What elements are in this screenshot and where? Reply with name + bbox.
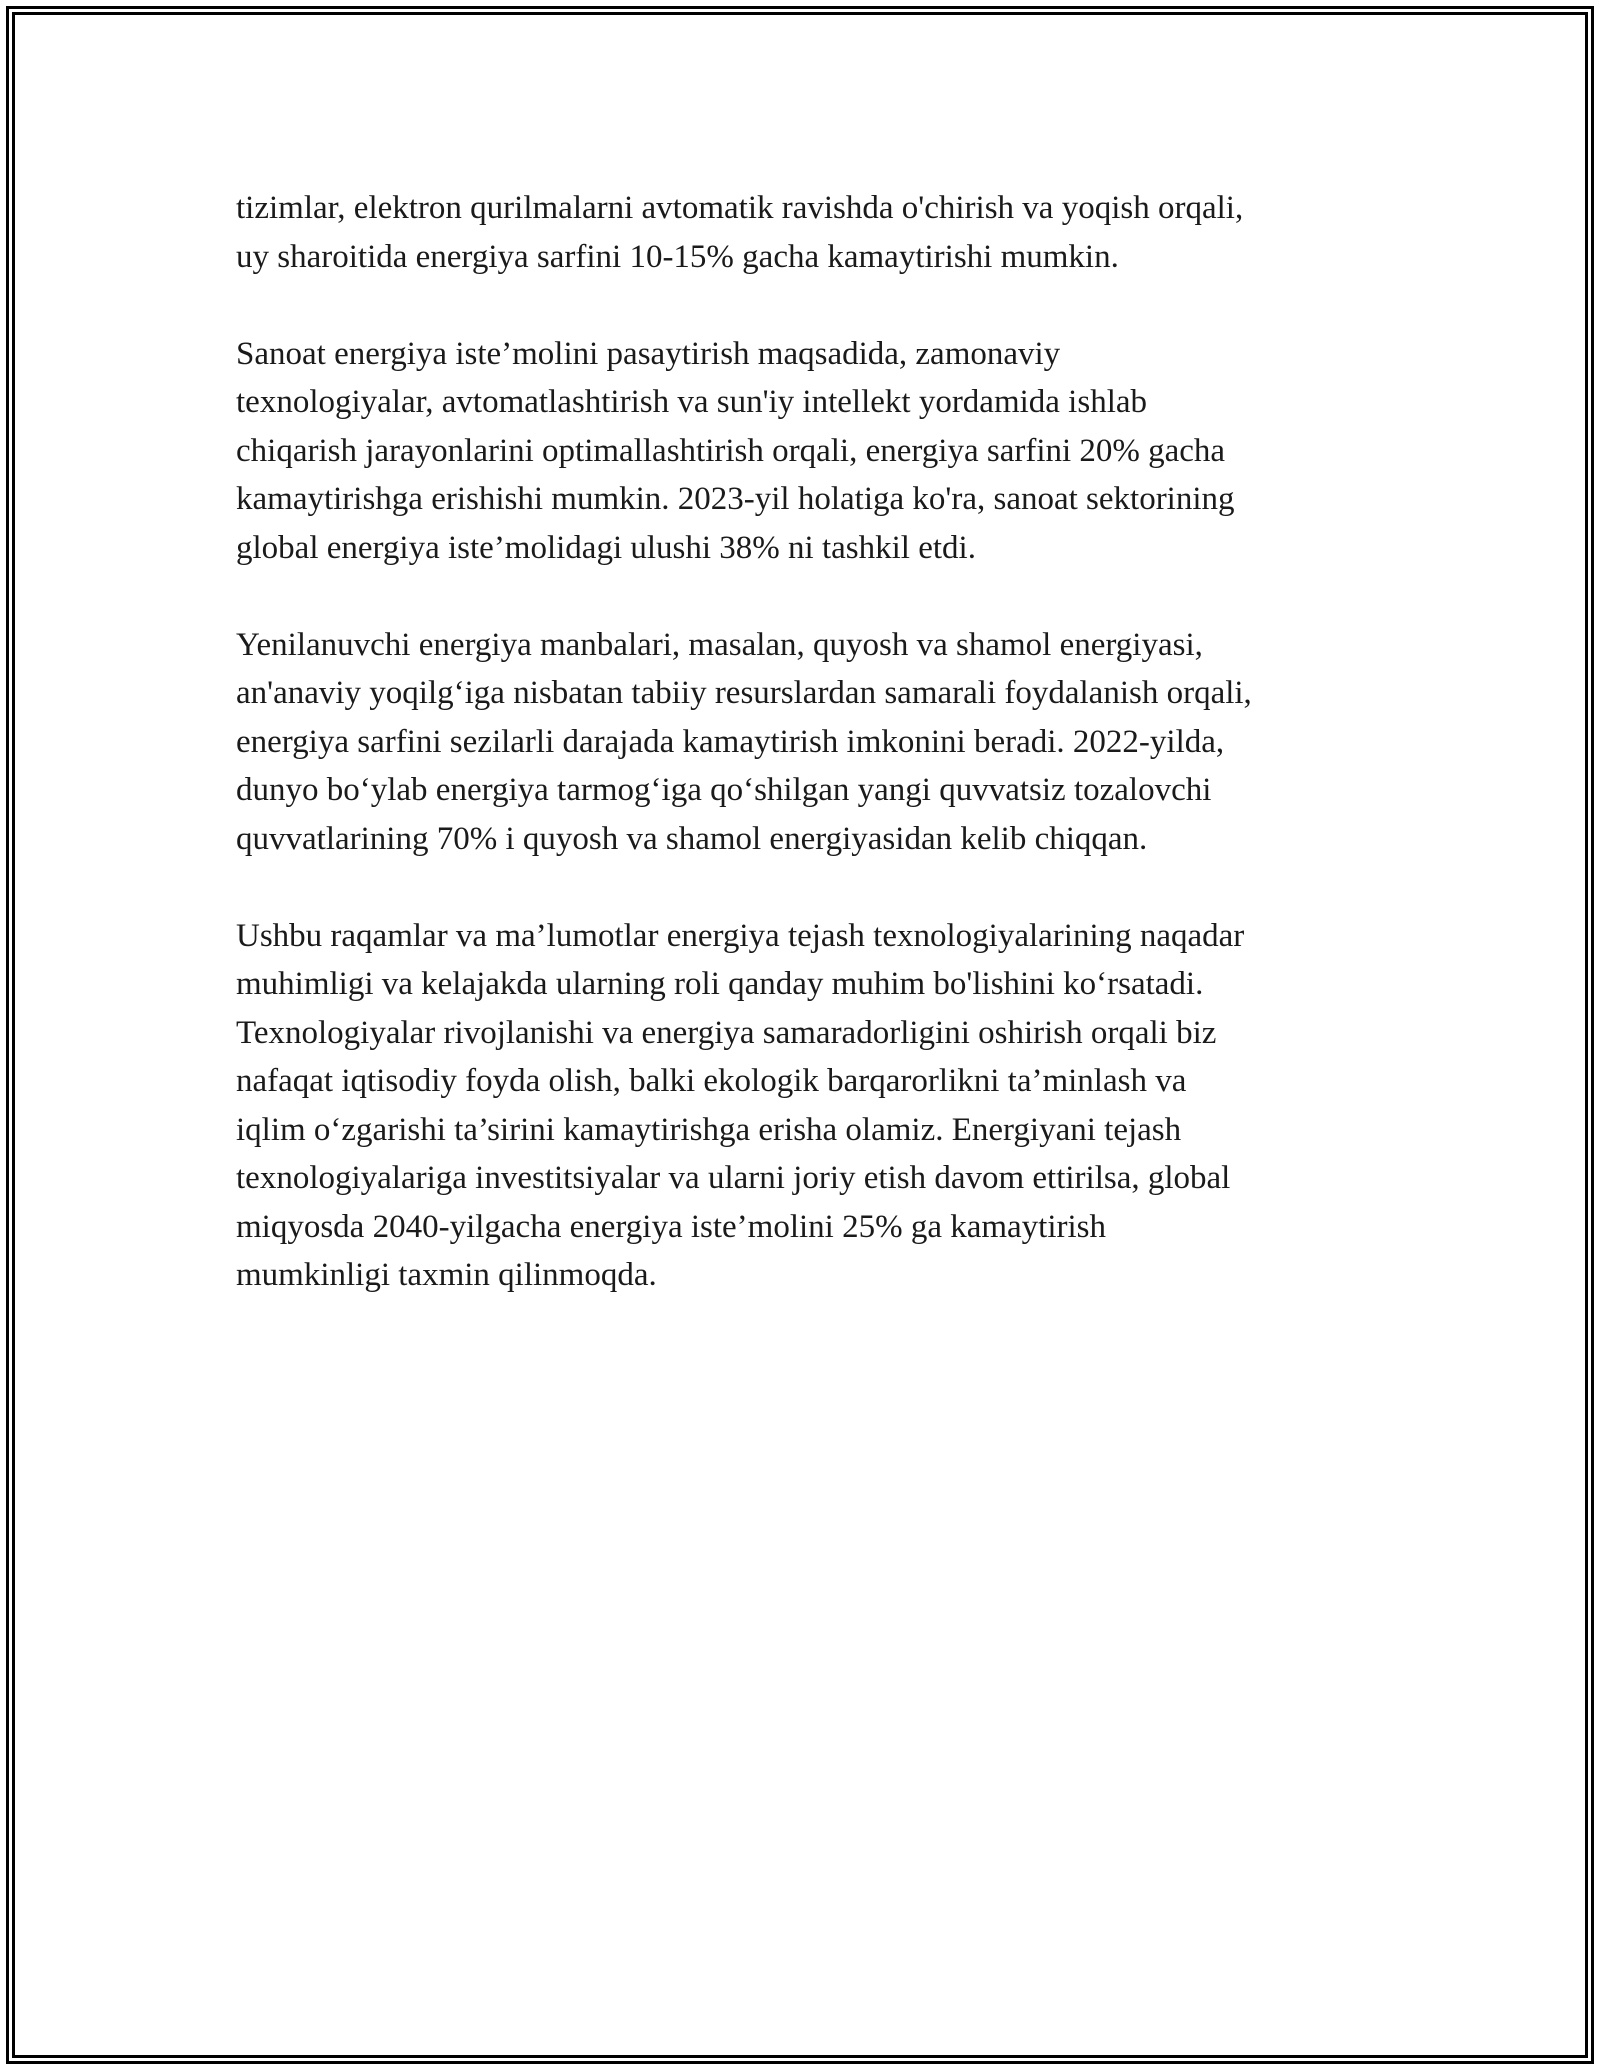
text-line: an'anaviy yoqilg‘iga nisbatan tabiiy resurslardan samarali foydalanish orqali,	[236, 675, 1252, 711]
text-line: chiqarish jarayonlarini optimallashtirish orqali, energiya sarfini 20% gacha	[236, 432, 1226, 469]
text-line: energiya sarfini sezilarli darajada kamaytirish imkonini beradi. 2022-yilda,	[236, 723, 1225, 760]
text-line: mumkinligi taxmin qilinmoqda.	[236, 1257, 657, 1293]
paragraph-conclusion	[236, 912, 1396, 1300]
text-line: quvvatlarining 70% i quyosh va shamol energiyasidan kelib chiqqan.	[236, 820, 1148, 857]
text-line: tizimlar, elektron qurilmalarni avtomatik ravishda o'chirish va yoqish orqali,	[236, 190, 1244, 226]
text-line: global energiya iste’molidagi ulushi 38% ni tashkil etdi.	[236, 529, 976, 566]
text-line: texnologiyalar, avtomatlashtirish va sun'iy intellekt yordamida ishlab	[236, 384, 1148, 420]
paragraph-industry-energy	[236, 330, 1396, 573]
document-body	[236, 184, 1396, 1348]
text-line: kamaytirishga erishishi mumkin. 2023-yil holatiga ko'ra, sanoat sektorining	[236, 481, 1235, 517]
text-line: Yenilanuvchi energiya manbalari, masalan, quyosh va shamol energiyasi,	[236, 626, 1203, 663]
text-line: nafaqat iqtisodiy foyda olish, balki ekologik barqarorlikni ta’minlash va	[236, 1063, 1187, 1099]
text-line: miqyosda 2040-yilgacha energiya iste’molini 25% ga kamaytirish	[236, 1208, 1107, 1245]
text-line: Texnologiyalar rivojlanishi va energiya samaradorligini oshirish orqali biz	[236, 1014, 1217, 1051]
text-line: texnologiyalariga investitsiyalar va ularni joriy etish davom ettirilsa, global	[236, 1160, 1231, 1196]
text-line: Ushbu raqamlar va ma’lumotlar energiya tejash texnologiyalarining naqadar	[236, 917, 1245, 954]
paragraph-smart-home-energy	[236, 184, 1396, 281]
text-line: iqlim o‘zgarishi ta’sirini kamaytirishga erisha olamiz. Energiyani tejash	[236, 1111, 1182, 1148]
text-line: muhimligi va kelajakda ularning roli qanday muhim bo'lishini ko‘rsatadi.	[236, 966, 1204, 1002]
text-line: Sanoat energiya iste’molini pasaytirish maqsadida, zamonaviy	[236, 335, 1061, 372]
text-line: dunyo bo‘ylab energiya tarmog‘iga qo‘shilgan yangi quvvatsiz tozalovchi	[236, 772, 1212, 808]
text-line: uy sharoitida energiya sarfini 10-15% gacha kamaytirishi mumkin.	[236, 238, 1119, 275]
paragraph-renewable-energy	[236, 621, 1396, 864]
